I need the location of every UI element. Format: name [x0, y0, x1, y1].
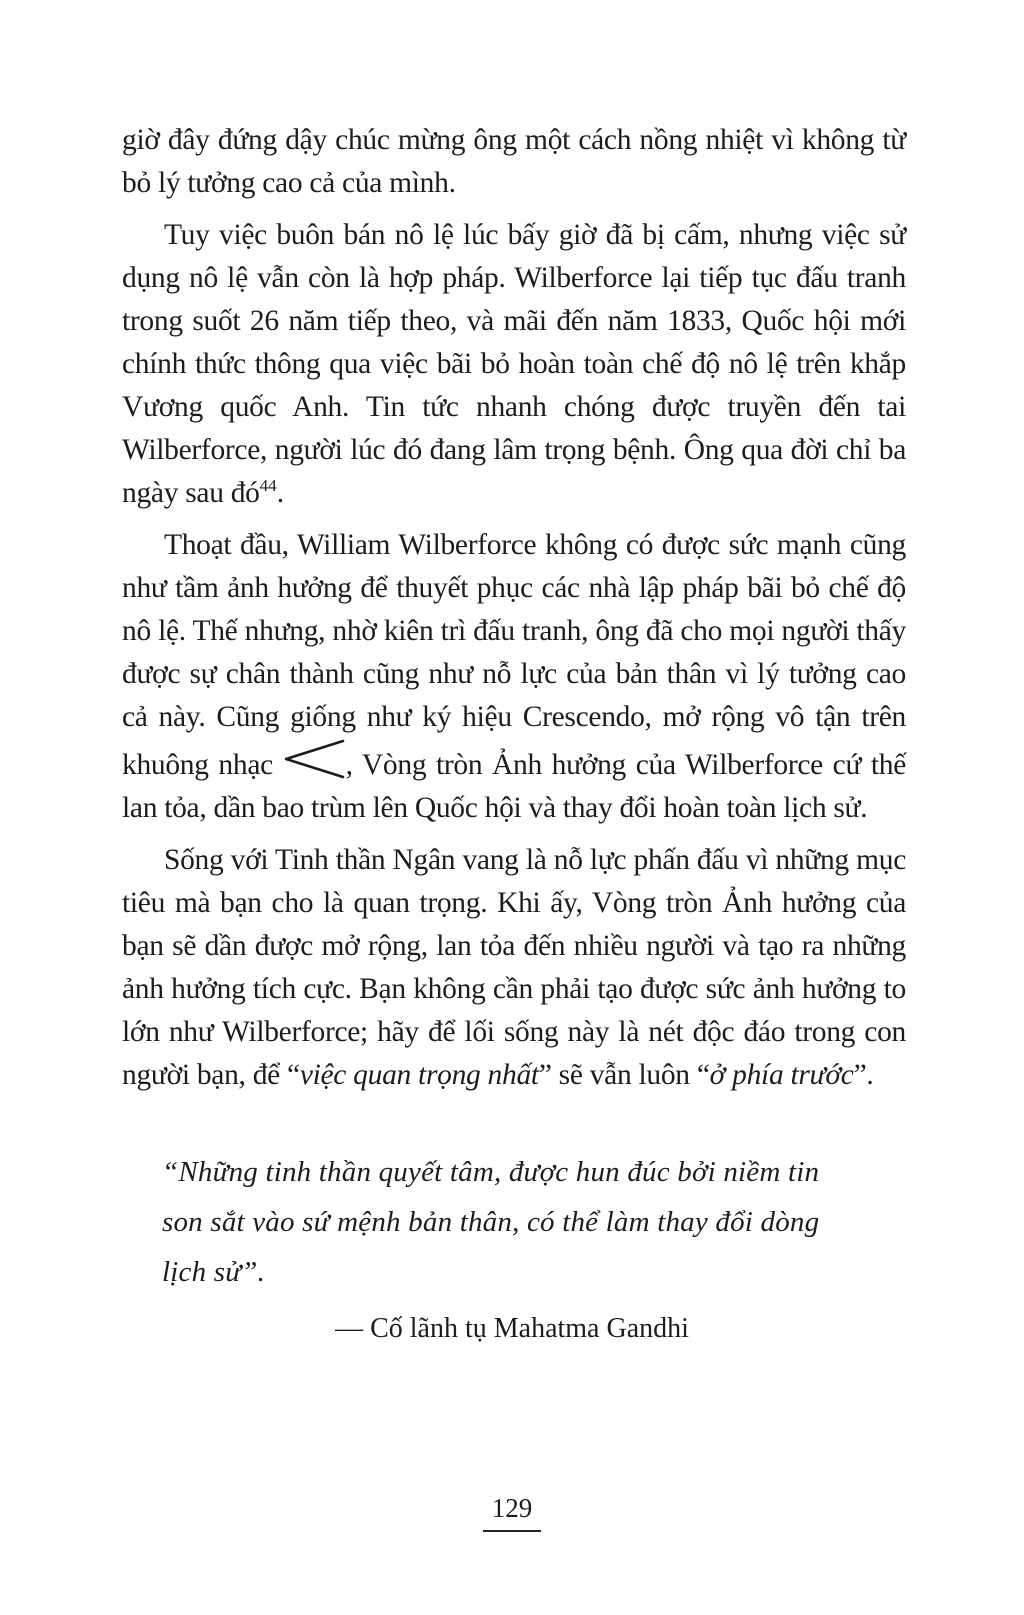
paragraph-slavery-ban-period: .: [276, 477, 284, 509]
crescendo-icon: [283, 739, 345, 779]
gandhi-quote: “Những tinh thần quyết tâm, được hun đúc bởi niềm tin son sắt vào sứ mệnh bản thân, có thể làm thay đổi dòng lịch sử”.: [162, 1156, 820, 1288]
quote-attribution: — Cố lãnh tụ Mahatma Gandhi: [335, 1313, 689, 1344]
text-block: [122, 119, 906, 1349]
page-footer: [0, 1492, 1024, 1532]
italic-phrase-most-important: việc quan trọng nhất: [299, 1059, 539, 1091]
paragraph-conclusion-part2: ” sẽ vẫn luôn “: [538, 1059, 710, 1091]
paragraph-slavery-ban-text: Tuy việc buôn bán nô lệ lúc bấy giờ đã bị cấm, nhưng việc sử dụng nô lệ vẫn còn là hợp pháp. Wilberforce lại tiếp tục đấu tranh trong suốt 26 năm tiếp theo, và mãi đến năm 1833, Quốc hội mới chính thức thông qua việc bãi bỏ hoàn toàn chế độ nô lệ trên khắp Vương quốc Anh. Tin tức nhanh chóng được truyền đến tai Wilberforce, người lúc đó đang lâm trọng bệnh. Ông qua đời chỉ ba ngày sau đó: [122, 219, 906, 509]
page-number: 129: [483, 1492, 542, 1532]
paragraph-slavery-ban: [122, 214, 906, 515]
paragraph-crescendo: [122, 524, 906, 830]
paragraph-conclusion-part1: Sống với Tinh thần Ngân vang là nỗ lực phấn đấu vì những mục tiêu mà bạn cho là quan trọng. Khi ấy, Vòng tròn Ảnh hưởng của bạn sẽ dần được mở rộng, lan tỏa đến nhiều người và tạo ra những ảnh hưởng tích cực. Bạn không cần phải tạo được sức ảnh hưởng to lớn như Wilberforce; hãy để lối sống này là nét độc đáo trong con người bạn, để “: [122, 844, 906, 1091]
paragraph-continuation: giờ đây đứng dậy chúc mừng ông một cách nồng nhiệt vì không từ bỏ lý tưởng cao cả của mình.: [122, 124, 906, 199]
footnote-reference: 44: [259, 476, 277, 496]
paragraph-conclusion-part3: ”.: [853, 1059, 874, 1091]
italic-phrase-ahead: ở phía trước: [709, 1059, 854, 1091]
paragraph-crescendo-text-after: , Vòng tròn Ảnh hưởng của Wilberforce cứ thế lan tỏa, dần bao trùm lên Quốc hội và thay đổi hoàn toàn lịch sử.: [122, 749, 907, 824]
paragraph-conclusion: [122, 839, 906, 1097]
paragraph-crescendo-text-before: Thoạt đầu, William Wilberforce không có được sức mạnh cũng như tầm ảnh hưởng để thuyết phục các nhà lập pháp bãi bỏ chế độ nô lệ. Thế nhưng, nhờ kiên trì đấu tranh, ông đã cho mọi người thấy được sự chân thành cũng như nỗ lực của bản thân vì lý tưởng cao cả này. Cũng giống như ký hiệu Crescendo, mở rộng vô tận trên khuông nhạc: [122, 529, 906, 781]
